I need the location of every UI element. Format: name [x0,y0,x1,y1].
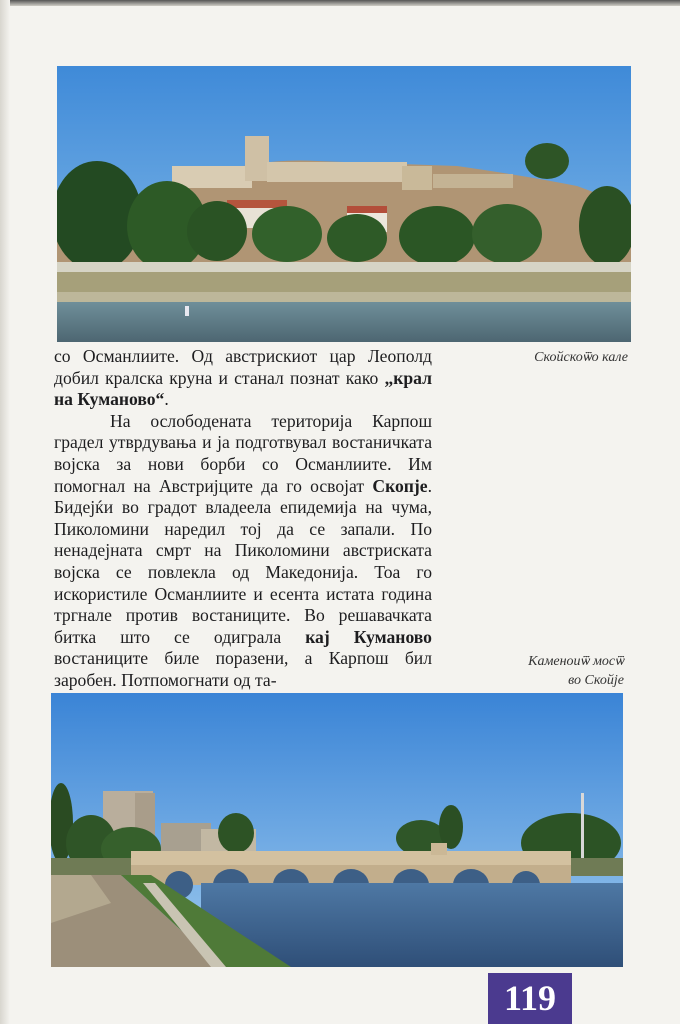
paragraph-1-text: со Османлиите. Од австрискиот цар Леополд добил кралска круна и станал познат како [54,346,432,388]
page-top-edge [0,0,680,6]
stone-bridge-photo [51,693,623,967]
body-text [54,346,432,692]
paragraph-2-text-a: На ослободената територија Карпош градел утврдувања и ја подготвувал востаничката војска за нови борби со Османлиите. Им помогнал на Австријците да го освојат [54,410,432,496]
bridge-caption-line-1: Каменоиѿ мосѿ [528,654,624,669]
paragraph-2-text-c: востаниците биле поразени, а Карпош бил заробен. Потпомогнати од та- [54,648,432,690]
kral-na-kumanovo-emphasis: „крал на Куманово“ [54,367,432,410]
kaj-kumanovo-emphasis: кај Куманово [305,626,432,647]
paragraph-2-text-b: . Бидејќи во градот владеела епидемија на чума, Пиколомини наредил тој да се запали. По ненадејната смрт на Пиколомини австриската војска се повлекла од Македонија. Тоа го искористиле Османлиите и есента истата година тргнале против востаниците. Во решавачката битка што се одиграла [54,475,432,647]
fortress-photo-graphic [57,66,631,342]
paragraph-1 [54,346,432,411]
bridge-photo-caption [440,652,624,690]
paragraph-2 [54,411,432,692]
fortress-photo-caption: Скойскоѿо кале [534,350,628,365]
page-left-edge [0,0,10,1024]
stone-bridge-photo-graphic [51,693,623,967]
skopje-emphasis: Скопје [372,475,428,496]
page-number: 119 [488,973,572,1024]
bridge-caption-line-2: во Скойје [568,673,624,688]
fortress-photo [57,66,631,342]
paragraph-1-end: . [164,389,169,410]
